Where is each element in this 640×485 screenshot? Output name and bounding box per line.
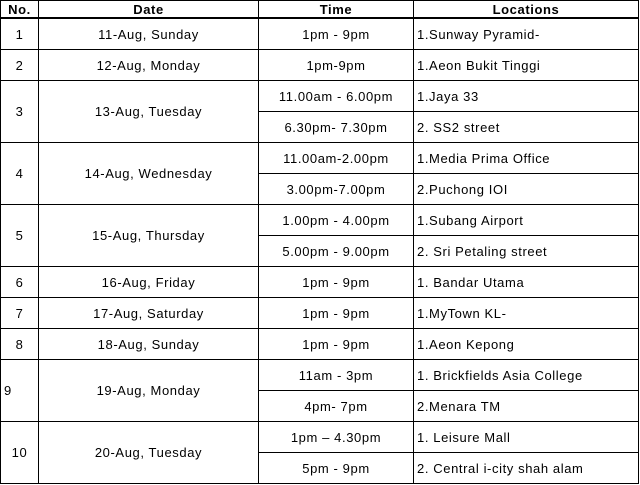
header-time: Time xyxy=(259,1,414,19)
row-time: 1pm – 4.30pm xyxy=(259,422,414,453)
row-time: 6.30pm- 7.30pm xyxy=(259,112,414,143)
row-time: 3.00pm-7.00pm xyxy=(259,174,414,205)
row-time: 5.00pm - 9.00pm xyxy=(259,236,414,267)
row-date: 15-Aug, Thursday xyxy=(39,205,259,267)
row-location: 1. Leisure Mall xyxy=(414,422,639,453)
header-row xyxy=(1,1,639,19)
row-date: 11-Aug, Sunday xyxy=(39,18,259,50)
row-date: 14-Aug, Wednesday xyxy=(39,143,259,205)
table-row xyxy=(1,205,639,236)
row-date: 12-Aug, Monday xyxy=(39,50,259,81)
table-row xyxy=(1,18,639,50)
row-date: 16-Aug, Friday xyxy=(39,267,259,298)
header-date: Date xyxy=(39,1,259,19)
row-date: 20-Aug, Tuesday xyxy=(39,422,259,484)
row-location: 1.Subang Airport xyxy=(414,205,639,236)
row-number: 3 xyxy=(1,81,39,143)
row-date: 18-Aug, Sunday xyxy=(39,329,259,360)
header-no: No. xyxy=(1,1,39,19)
row-time: 11.00am - 6.00pm xyxy=(259,81,414,112)
row-location: 1.Aeon Bukit Tinggi xyxy=(414,50,639,81)
row-time: 5pm - 9pm xyxy=(259,453,414,484)
row-number: 9 xyxy=(1,360,39,422)
row-time: 1.00pm - 4.00pm xyxy=(259,205,414,236)
row-location: 2. Sri Petaling street xyxy=(414,236,639,267)
row-number: 6 xyxy=(1,267,39,298)
row-date: 13-Aug, Tuesday xyxy=(39,81,259,143)
table-row xyxy=(1,329,639,360)
header-locations: Locations xyxy=(414,1,639,19)
row-date: 17-Aug, Saturday xyxy=(39,298,259,329)
row-time: 1pm - 9pm xyxy=(259,329,414,360)
row-time: 1pm-9pm xyxy=(259,50,414,81)
table-row xyxy=(1,143,639,174)
row-number: 8 xyxy=(1,329,39,360)
row-location: 2.Puchong IOI xyxy=(414,174,639,205)
row-location: 1. Brickfields Asia College xyxy=(414,360,639,391)
row-location: 2. Central i-city shah alam xyxy=(414,453,639,484)
row-location: 1.Media Prima Office xyxy=(414,143,639,174)
row-number: 1 xyxy=(1,18,39,50)
row-time: 1pm - 9pm xyxy=(259,298,414,329)
row-number: 7 xyxy=(1,298,39,329)
table-row xyxy=(1,298,639,329)
row-location: 1.Sunway Pyramid- xyxy=(414,18,639,50)
table-row xyxy=(1,422,639,453)
row-time: 1pm - 9pm xyxy=(259,267,414,298)
row-location: 1.Jaya 33 xyxy=(414,81,639,112)
table-header xyxy=(1,1,639,19)
table-row xyxy=(1,50,639,81)
row-location: 2. SS2 street xyxy=(414,112,639,143)
table-row xyxy=(1,81,639,112)
row-number: 2 xyxy=(1,50,39,81)
row-date: 19-Aug, Monday xyxy=(39,360,259,422)
table-row xyxy=(1,360,639,391)
row-time: 4pm- 7pm xyxy=(259,391,414,422)
row-number: 10 xyxy=(1,422,39,484)
row-location: 1.MyTown KL- xyxy=(414,298,639,329)
row-time: 1pm - 9pm xyxy=(259,18,414,50)
table-row xyxy=(1,267,639,298)
row-location: 1. Bandar Utama xyxy=(414,267,639,298)
row-time: 11.00am-2.00pm xyxy=(259,143,414,174)
row-time: 11am - 3pm xyxy=(259,360,414,391)
row-number: 4 xyxy=(1,143,39,205)
row-number: 5 xyxy=(1,205,39,267)
row-location: 2.Menara TM xyxy=(414,391,639,422)
table-body xyxy=(1,18,639,484)
row-location: 1.Aeon Kepong xyxy=(414,329,639,360)
